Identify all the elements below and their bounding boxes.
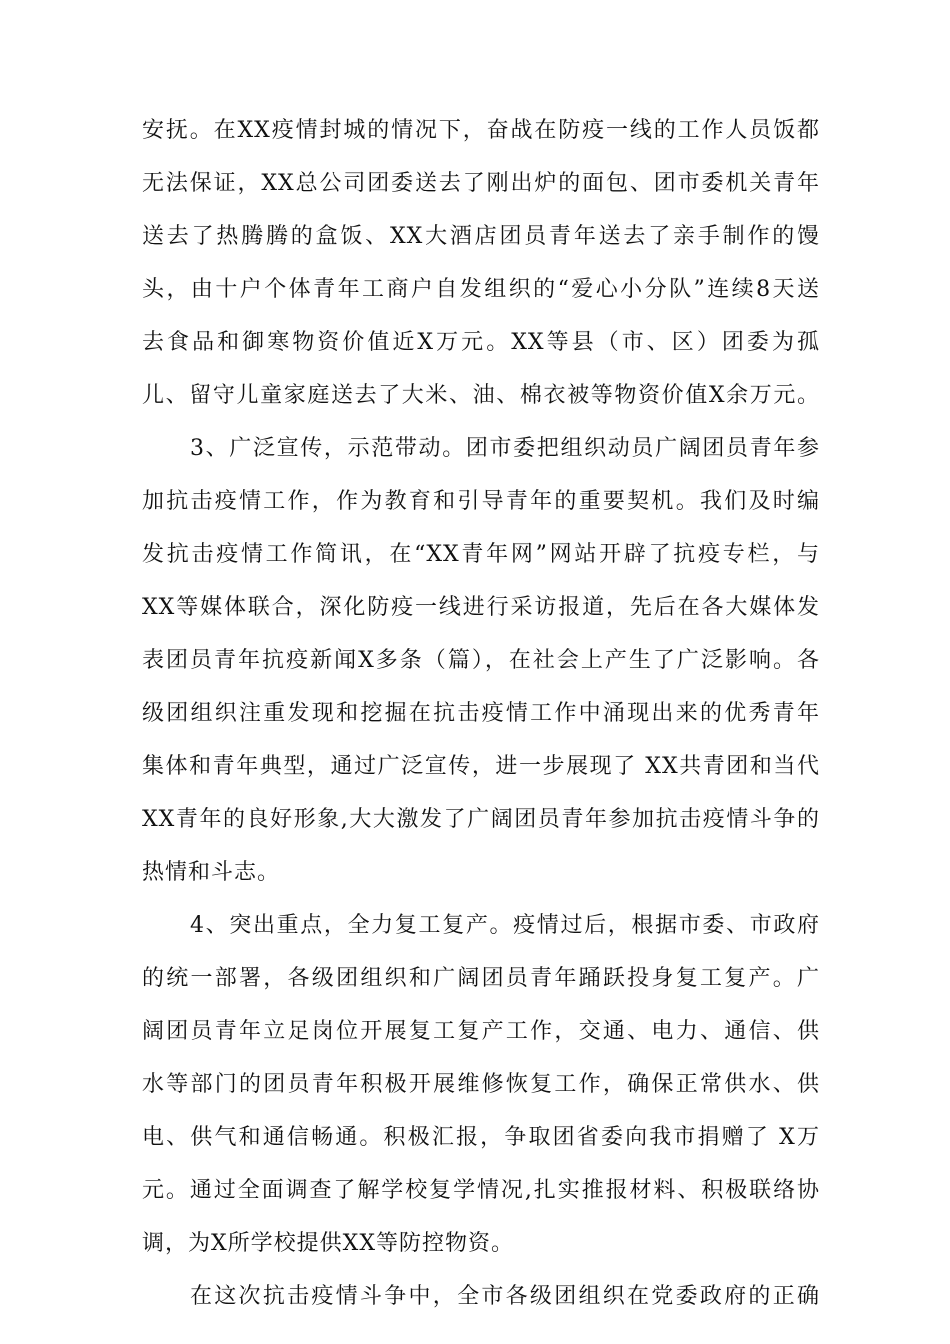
paragraph-start-line: 在这次抗击疫情斗争中，全市各级团组织在党委政府的正确 <box>190 1284 820 1309</box>
text-line: 水等部门的团员青年积极开展维修恢复工作，确保正常供水、供 <box>142 1072 820 1097</box>
text-line: 去食品和御寒物资价值近X万元。XX等县（市、区）团委为孤 <box>142 330 820 355</box>
paragraph-start-line: 4、突出重点，全力复工复产。疫情过后，根据市委、市政府 <box>190 913 820 938</box>
text-line: 热情和斗志。 <box>142 860 281 885</box>
text-line: 儿、留守儿童家庭送去了大米、油、棉衣被等物资价值X余万元。 <box>142 383 820 408</box>
text-line: XX青年的良好形象,大大激发了广阔团员青年参加抗击疫情斗争的 <box>142 807 820 832</box>
text-line: XX等媒体联合，深化防疫一线进行采访报道，先后在各大媒体发 <box>142 595 820 620</box>
text-line: 送去了热腾腾的盒饭、XX大酒店团员青年送去了亲手制作的馒 <box>142 224 820 249</box>
text-line: 电、供气和通信畅通。积极汇报，争取团省委向我市捐赠了 X万 <box>142 1125 820 1150</box>
text-line: 元。通过全面调查了解学校复学情况,扎实推报材料、积极联络协 <box>142 1178 820 1203</box>
text-line: 集体和青年典型，通过广泛宣传，进一步展现了 XX共青团和当代 <box>142 754 820 779</box>
text-line: 头，由十户个体青年工商户自发组织的“爱心小分队”连续8天送 <box>142 277 820 302</box>
text-line: 级团组织注重发现和挖掘在抗击疫情工作中涌现出来的优秀青年 <box>142 701 820 726</box>
paragraph-start-line: 3、广泛宣传，示范带动。团市委把组织动员广阔团员青年参 <box>190 436 820 461</box>
text-line: 发抗击疫情工作简讯，在“XX青年网”网站开辟了抗疫专栏，与 <box>142 542 820 567</box>
text-line: 调，为X所学校提供XX等防控物资。 <box>142 1231 514 1256</box>
text-line: 安抚。在XX疫情封城的情况下，奋战在防疫一线的工作人员饭都 <box>142 118 820 143</box>
text-line: 加抗击疫情工作，作为教育和引导青年的重要契机。我们及时编 <box>142 489 820 514</box>
text-line: 阔团员青年立足岗位开展复工复产工作，交通、电力、通信、供 <box>142 1019 820 1044</box>
text-line: 无法保证，XX总公司团委送去了刚出炉的面包、团市委机关青年 <box>142 171 820 196</box>
text-line: 的统一部署，各级团组织和广阔团员青年踊跃投身复工复产。广 <box>142 966 820 991</box>
text-line: 表团员青年抗疫新闻X多条（篇），在社会上产生了广泛影响。各 <box>142 648 820 673</box>
